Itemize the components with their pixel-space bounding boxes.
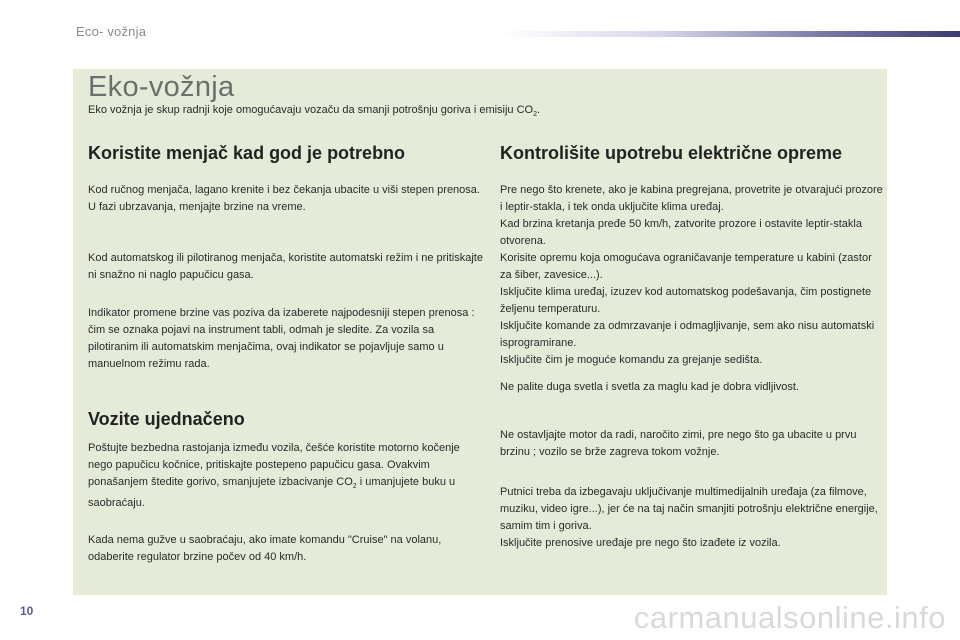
paragraph-headlights: Ne palite duga svetla i svetla za maglu kad je dobra vidljivost. xyxy=(500,381,799,393)
paragraph-cabin-climate xyxy=(500,182,885,369)
climate-line-4: Isključite klima uređaj, izuzev kod automatskog podešavanja, čim postignete željenu temperaturu. xyxy=(500,286,872,315)
heading-drive-smoothly: Vozite ujednačeno xyxy=(88,409,245,429)
intro-text-main: Eko vožnja je skup radnji koje omogućavaju vozaču da smanji potrošnju goriva i emisiju CO xyxy=(88,104,534,116)
intro-text-end: . xyxy=(537,104,541,116)
watermark: carmanualsonline.info xyxy=(633,600,946,635)
paragraph-automatic-gearbox: Kod automatskog ili pilotiranog menjača, koristite automatski režim i ne pritiskajte ni snažno ni naglo papučicu gasa. xyxy=(88,252,483,281)
climate-line-6: Isključite čim je moguće komandu za grejanje sedišta. xyxy=(500,354,763,366)
paragraph-gear-indicator: Indikator promene brzine vas poziva da izaberete najpodesniji stepen prenosa : čim se oznaka pojavi na instrument tabli, odmah je sledite. Za vozila sa pilotiranim ili automatskim menjačima, ovaj indikator se pojavljuje samo u manuelnom režimu rada. xyxy=(88,307,475,370)
intro-subscript: 2 xyxy=(533,111,538,119)
climate-line-3: Korisite opremu koja omogućava ograničavanje temperature u kabini (zastor za šiber, zavesice...). xyxy=(500,252,872,281)
header-gradient-bar xyxy=(500,31,960,37)
paragraph-cruise-control: Kada nema gužve u saobraćaju, ako imate komandu "Cruise" na volanu, odaberite regulator brzine počev od 40 km/h. xyxy=(88,534,442,563)
paragraph-multimedia xyxy=(500,484,885,552)
page-number: 10 xyxy=(20,604,34,618)
intro-text xyxy=(88,104,648,118)
paragraph-safe-distance-end: i umanjujete buku u saobraćaju. xyxy=(88,476,456,510)
page-title: Eko-vožnja xyxy=(88,71,235,103)
heading-electrical-equipment: Kontrolišite upotrebu električne opreme xyxy=(500,143,843,163)
section-title: Eco- vožnja xyxy=(76,24,147,39)
climate-line-2: Kad brzina kretanja pređe 50 km/h, zatvorite prozore i ostavite leptir-stakla otvorena. xyxy=(500,218,862,247)
paragraph-safe-distance-text: Poštujte bezbedna rastojanja između vozila, češće koristite motorno kočenje nego papučicu kočnice, pritiskajte postepeno papučicu gasa. Ovakvim ponašanjem štedite gorivo, smanjujete izbacivanje CO xyxy=(88,442,460,488)
climate-line-1: Pre nego što krenete, ako je kabina pregrejana, provetrite je otvarajući prozore i leptir-stakla, i tek onda uključite klima uređaj. xyxy=(500,184,883,213)
heading-use-gearbox: Koristite menjač kad god je potrebno xyxy=(88,143,406,163)
paragraph-safe-distance xyxy=(88,440,483,512)
multimedia-line-1: Putnici treba da izbegavaju uključivanje multimedijalnih uređaja (za filmove, muziku, video igre...), jer će na taj način smanjiti potrošnju električne energije, samim tim i goriva. xyxy=(500,486,878,532)
paragraph-engine-idle: Ne ostavljajte motor da radi, naročito zimi, pre nego što ga ubacite u prvu brzinu ; vozilo se brže zagreva tokom vožnje. xyxy=(500,429,857,458)
multimedia-line-2: Isključite prenosive uređaje pre nego što izađete iz vozila. xyxy=(500,537,781,549)
co2-subscript: 2 xyxy=(352,483,357,491)
climate-line-5: Isključite komande za odmrzavanje i odmagljivanje, sem ako nisu automatski isprogramirane. xyxy=(500,320,875,349)
paragraph-manual-gearbox: Kod ručnog menjača, lagano krenite i bez čekanja ubacite u viši stepen prenosa. U fazi ubrzavanja, menjajte brzine na vreme. xyxy=(88,184,480,213)
